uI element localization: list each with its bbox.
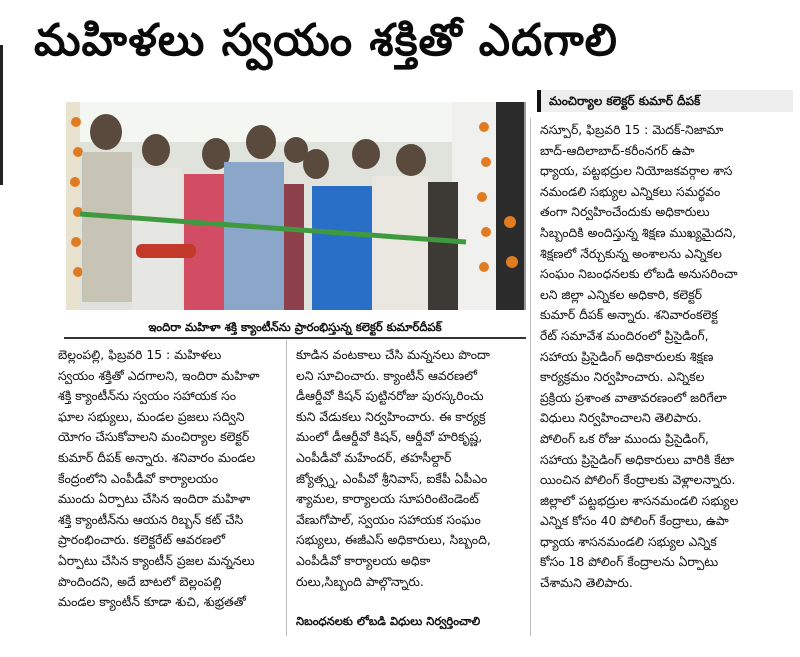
text-line: స్వయం శక్తితో ఎదగాలని, ఇందిరా మహిళా <box>58 367 260 383</box>
text-line: ధ్యాయ శాసనమండలి సభ్యుల ఎన్నిక <box>540 533 717 549</box>
byline: మంచిర్యాల కలెక్టర్ కుమార్ దీపక్ <box>537 90 793 112</box>
text-line: సిబ్బందికి అందిస్తున్న శిక్షణ ముఖ్యమైదని, <box>540 224 737 240</box>
text-line: కార్యక్రమం నిర్వహించారు. ఎన్నికల <box>540 369 705 385</box>
text-line: నమండలి సభ్యుల ఎన్నికలు సమర్థవం <box>540 183 721 199</box>
text-line: రేట్ సమావేశ మందిరంలో ప్రిసైడింగ్, <box>540 327 709 343</box>
text-line: యించిన పోలింగ్ కేంద్రాలకు వెళ్లాలన్నారు. <box>540 472 736 488</box>
text-line: శిక్షణలో నేర్చుకున్న అంశాలను ఎన్నికల <box>540 245 722 261</box>
text-line: మండల క్యాంటీన్ కూడా శుచి, శుభ్రతతో <box>58 594 246 610</box>
text-line: బెల్లంపల్లి, ఫిబ్రవరి 15 : మహిళలు <box>58 347 222 362</box>
photo-caption: ఇందిరా మహిళా శక్తి క్యాంటీన్‌ను ప్రారంభిస్తున్న కలెక్టర్ కుమార్‌దీపక్ <box>64 317 526 339</box>
text-line: శక్తి క్యాంటీన్‌ను స్వయం సహాయక సం <box>58 388 237 404</box>
text-line: తంగా నిర్వహించేందుకు అధికారులు <box>540 204 710 220</box>
text-line: విధులు నిర్వహించాలని తెలిపారు. <box>540 410 702 426</box>
text-line: జిల్లాలో పట్టభద్రుల శాసనమండలి సభ్యుల <box>540 492 739 508</box>
text-line: కుని వేడుకలు నిర్వహించారు. ఈ కార్యక్ర <box>296 408 486 424</box>
text-line: సభ్యులు, ఈజీఎస్ అధికారులు, సిబ్బంది, <box>296 532 491 548</box>
text-line: శక్తి క్యాంటీన్‌ను ఆయన రిబ్బన్ కట్ చేసి <box>58 511 244 527</box>
text-line: ఘాల సభ్యులు, మండల ప్రజలు సద్విని <box>58 408 245 424</box>
text-line: లని సూచించారు. క్యాంటీన్ ఆవరణలో <box>296 367 478 383</box>
text-line: జ్యోత్స్న, ఎంపీవో శ్రీనివాస్, ఐకేపీ ఏపీఎం <box>296 470 488 486</box>
text-line: రులు,సిబ్బంది పాల్గొన్నారు. <box>296 573 424 589</box>
text-line: ముందు ఏర్పాటు చేసిన ఇందిరా మహిళా <box>58 491 251 507</box>
text-line: కూడిన వంటకాలు చేసి మన్ననలు పొందా <box>296 347 490 362</box>
text-line: మంలో డీఆర్డీవో కిషన్, ఆర్డీవో హరికృష్ణ, <box>296 429 483 445</box>
article-column-2 <box>296 345 524 592</box>
text-line: చేశామని తెలిపారు. <box>540 575 633 591</box>
text-line: లని జిల్లా ఎన్నికల అధికారి, కలెక్టర్ <box>540 286 703 302</box>
text-line: ఎంపీడీవో మహేందర్, తహసీల్దార్ <box>296 449 452 465</box>
text-line: ఏర్పాటు చేసిన క్యాంటీన్ ప్రజల మన్ననలు <box>58 552 255 568</box>
text-line: ధ్యాయ, పట్టభద్రుల నియోజకవర్గాల శాస <box>540 163 733 179</box>
text-line: పొందిందని, అదే బాటలో బెల్లంపల్లి <box>58 573 222 589</box>
article-column-3 <box>540 120 790 594</box>
text-line: కుమార్ దీపక్ అన్నారు. శనివారం మండల <box>58 449 256 465</box>
text-line: బాద్-ఆదిలాబాద్-కరీంనగర్ ఉపా <box>540 142 695 158</box>
text-line: నస్పూర్, ఫిబ్రవరి 15 : మెదక్-నిజామా <box>540 122 724 137</box>
text-line: ప్రారంభించారు. కలెక్టరేట్ ఆవరణలో <box>58 532 226 548</box>
text-line: శ్యామల, కార్యాలయ సూపరింటెండెంట్ <box>296 491 479 507</box>
column-divider <box>530 118 531 636</box>
text-line: సంఘం నిబంధనలకు లోబడి అనుసరించా <box>540 266 738 282</box>
text-line: సహాయ ప్రిసైడింగ్ అధికారులకు శిక్షణ <box>540 348 714 364</box>
text-line: కోసం 18 పోలింగ్ కేంద్రాలను ఏర్పాటు <box>540 554 719 570</box>
text-line: ప్రక్రియ ప్రశాంత వాతావరణంలో జరిగేలా <box>540 389 727 405</box>
subheading: నిబంధనలకు లోబడి విధులు నిర్వర్తించాలి <box>296 614 481 628</box>
text-line: ఎంపీడీవో కార్యాలయ అధికా <box>296 552 431 568</box>
text-line: వేణుగోపాల్, స్వయం సహాయక సంఘం <box>296 511 481 527</box>
ribbon-cutting-photo <box>66 102 524 310</box>
text-line: కేంద్రంలోని ఎంపీడీవో కార్యాలయం <box>58 470 219 486</box>
text-line: కుమార్ దీపక్ అన్నారు. శనివారంకలెక్ట <box>540 307 718 323</box>
column-divider <box>286 340 287 636</box>
headline: మహిళలు స్వయం శక్తితో ఎదగాలి <box>34 15 618 66</box>
text-line: పోలింగ్ ఒక రోజు ముందు ప్రిసైడింగ్, <box>540 430 709 446</box>
article-column-1 <box>58 345 280 613</box>
news-photo <box>66 102 526 310</box>
text-line: డీఆర్డీవో కిషన్ పుట్టినరోజు పురస్కరించు <box>296 388 484 404</box>
text-line: సహాయ ప్రిసైడింగ్ అధికారులు వారికి కేటా <box>540 451 735 467</box>
text-line: ఎన్నిక కోసం 40 పోలింగ్ కేంద్రాలు, ఉపా <box>540 513 729 529</box>
page-edge-rule <box>0 45 3 185</box>
text-line: యోగం చేసుకోవాలని మంచిర్యాల కలెక్టర్ <box>58 429 250 445</box>
